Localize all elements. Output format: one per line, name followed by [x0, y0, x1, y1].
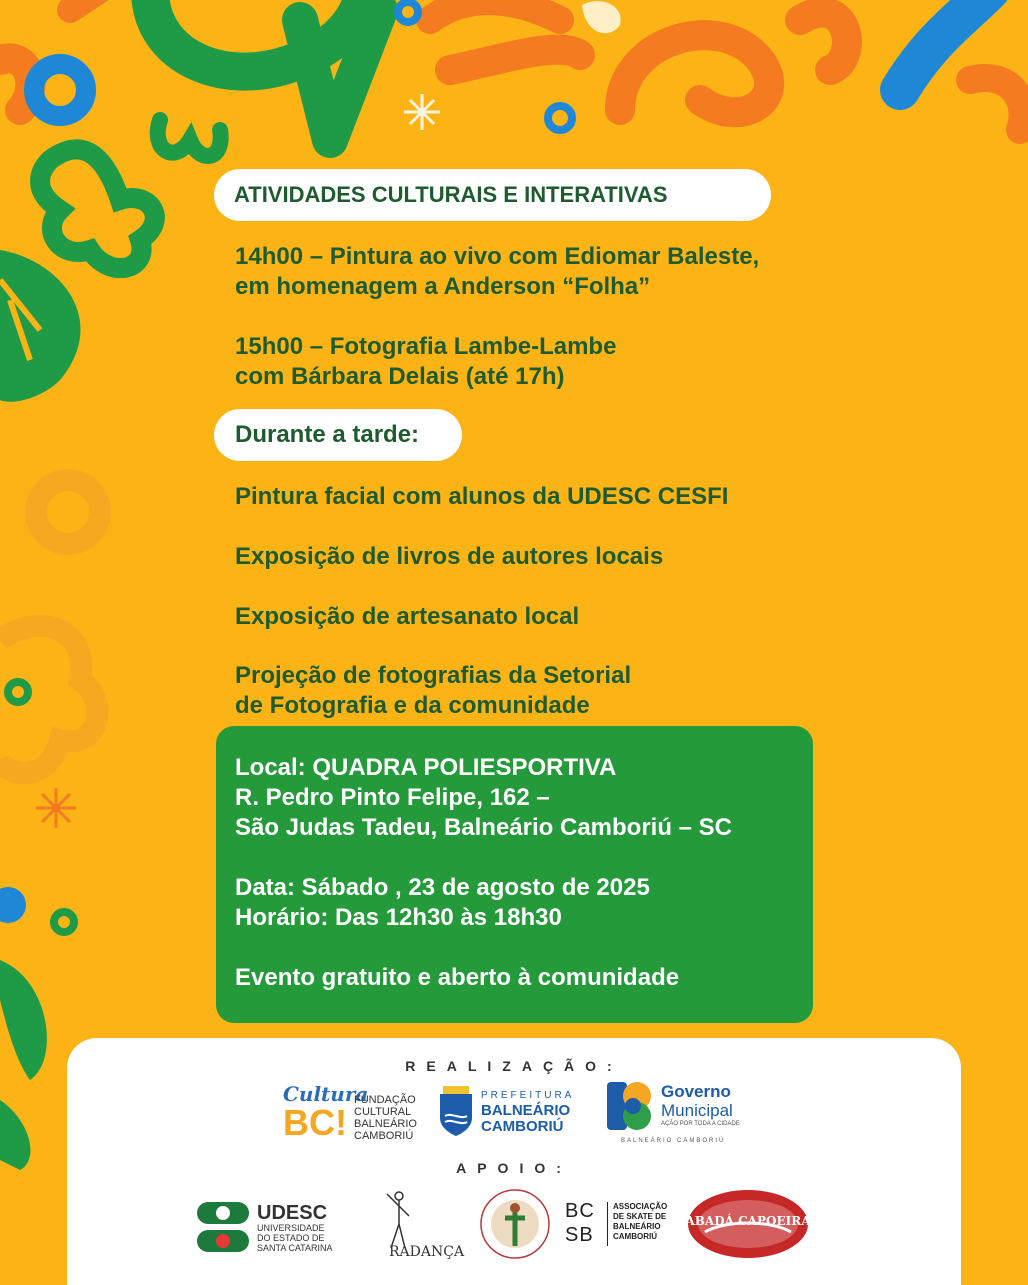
- fundacao-line: BALNEÁRIO: [354, 1118, 417, 1130]
- camboriu-text: CAMBORIÚ: [481, 1118, 564, 1135]
- activity-2-line-1: 15h00 – Fotografia Lambe-Lambe: [235, 333, 617, 360]
- afternoon-item-last-line-2: de Fotografia e da comunidade: [235, 692, 590, 719]
- date-text: Data: Sábado , 23 de agosto de 2025: [235, 874, 650, 901]
- udesc-logo: [197, 1202, 347, 1254]
- udesc-text: UDESC: [257, 1202, 328, 1224]
- afternoon-item: Pintura facial com alunos da UDESC CESFI: [235, 483, 729, 510]
- cultura-script: Cultura: [283, 1082, 369, 1106]
- apoio-label: APOIO:: [456, 1160, 572, 1176]
- bcsb-text: [613, 1202, 667, 1242]
- location-text: Local: QUADRA POLIESPORTIVA: [235, 754, 617, 781]
- sponsors-footer: [67, 1038, 961, 1285]
- radanca-logo: [375, 1188, 465, 1262]
- cultura-bc-logo: [283, 1082, 433, 1146]
- balneario-text: BALNEÁRIO: [481, 1102, 571, 1119]
- city-crest-icon: [437, 1086, 475, 1138]
- event-info-box: [216, 726, 813, 1023]
- activities-heading: ATIVIDADES CULTURAIS E INTERATIVAS: [214, 169, 771, 221]
- afternoon-item: Exposição de livros de autores locais: [235, 543, 664, 570]
- bcsb-bottom: SB: [565, 1224, 594, 1246]
- cultura-bc-mark: BC!: [283, 1102, 347, 1143]
- radanca-text: RADANÇA: [389, 1244, 465, 1260]
- abada-capoeira-logo: [685, 1180, 811, 1262]
- bc-gov-icon: [605, 1080, 657, 1132]
- bcsb-divider: [607, 1202, 608, 1246]
- acao-text: AÇÃO POR TODA A CIDADE: [661, 1121, 740, 1127]
- gov-city-text: BALNEÁRIO CAMBORIÚ: [621, 1138, 726, 1144]
- municipal-text: Municipal: [661, 1101, 733, 1120]
- saint-seal-icon: [479, 1188, 551, 1260]
- bcsb-line: DE SKATE DE: [613, 1212, 667, 1221]
- fundacao-line: FUNDAÇÃO: [354, 1094, 416, 1106]
- afternoon-item: Exposição de artesanato local: [235, 603, 580, 630]
- activity-2-line-2: com Bárbara Delais (até 17h): [235, 363, 565, 390]
- fundacao-line: CULTURAL: [354, 1106, 412, 1118]
- bcsb-logo: [565, 1200, 675, 1250]
- afternoon-item-last-line-1: Projeção de fotografias da Setorial: [235, 662, 632, 689]
- realizacao-label: REALIZAÇÃO:: [405, 1058, 623, 1074]
- udesc-sub-line: UNIVERSIDADE: [257, 1223, 325, 1233]
- governo-text: Governo: [661, 1082, 731, 1101]
- activity-1-line-2: em homenagem a Anderson “Folha”: [235, 273, 651, 300]
- afternoon-heading: Durante a tarde:: [214, 409, 462, 461]
- udesc-icon: [197, 1202, 249, 1252]
- abada-text: ABADÁ CAPOEIRA: [685, 1214, 811, 1228]
- fundacao-line: CAMBORIÚ: [354, 1130, 414, 1142]
- moradores-seal: [479, 1188, 551, 1260]
- address-line-2: São Judas Tadeu, Balneário Camboriú – SC: [235, 814, 733, 841]
- hours-text: Horário: Das 12h30 às 18h30: [235, 904, 562, 931]
- bcsb-line: BALNEÁRIO: [613, 1222, 661, 1231]
- udesc-subtext: [257, 1223, 333, 1253]
- prefeitura-text: PREFEITURA: [481, 1090, 575, 1101]
- bcsb-line: ASSOCIAÇÃO: [613, 1202, 668, 1211]
- dancer-icon: [379, 1188, 419, 1250]
- fundacao-text: [354, 1094, 417, 1142]
- bcsb-top: BC: [565, 1200, 595, 1222]
- udesc-sub-line: SANTA CATARINA: [257, 1243, 333, 1253]
- free-event-text: Evento gratuito e aberto à comunidade: [235, 964, 680, 991]
- udesc-sub-line: DO ESTADO DE: [257, 1233, 325, 1243]
- prefeitura-logo: [437, 1086, 577, 1144]
- activity-1-line-1: 14h00 – Pintura ao vivo com Ediomar Baleste,: [235, 243, 760, 270]
- governo-municipal-logo: [605, 1080, 765, 1146]
- address-line-1: R. Pedro Pinto Felipe, 162 –: [235, 784, 550, 811]
- bcsb-line: CAMBORIÚ: [613, 1232, 657, 1241]
